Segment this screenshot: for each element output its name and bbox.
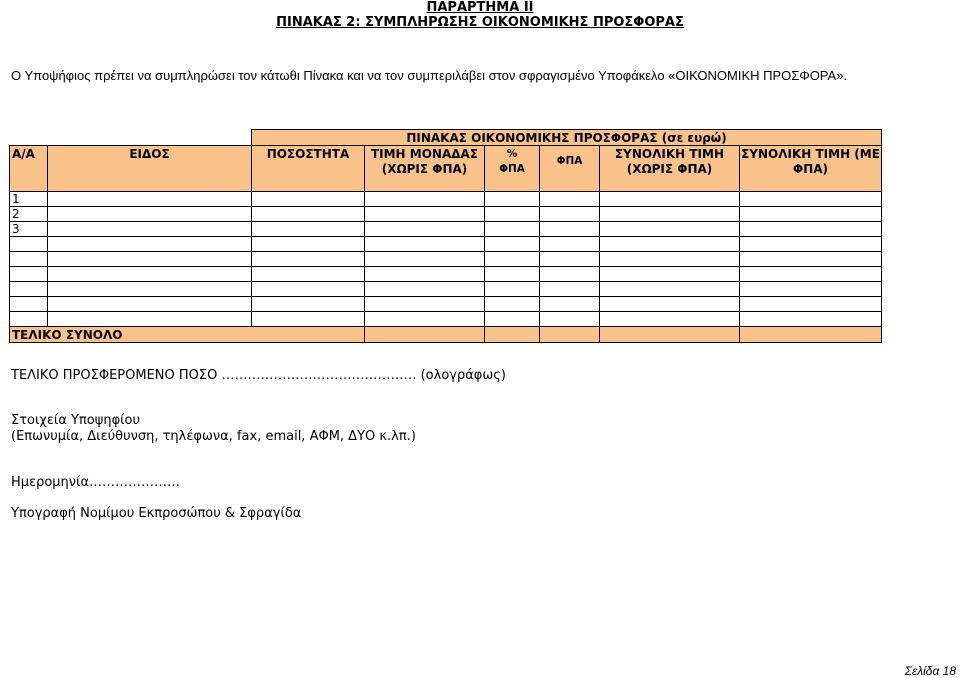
row-number: 1 (10, 192, 48, 207)
col-header-item: ΕΙΔΟΣ (48, 146, 252, 192)
page-number: Σελίδα 18 (904, 664, 956, 678)
table-row (10, 192, 882, 207)
table-row (10, 207, 882, 222)
final-amount-line (11, 368, 506, 383)
offer-table (9, 129, 882, 343)
signature-line: Υπογραφή Νομίμου Εκπροσώπου & Σφραγίδα (11, 506, 302, 521)
col-header-quantity: ΠΟΣΟΣΤΗΤΑ (252, 146, 365, 192)
date-line[interactable]: Ημερομηνία………………… (11, 475, 181, 490)
col-header-vat-percent (485, 146, 540, 192)
candidate-title: Στοιχεία Υποψηφίου (11, 413, 141, 428)
table-row (10, 297, 882, 312)
col-header-vat: ΦΠΑ (540, 146, 600, 192)
final-amount-label: ΤΕΛΙΚΟ ΠΡΟΣΦΕΡΟΜΕΝΟ ΠΟΣΟ (11, 368, 218, 383)
table-row (10, 252, 882, 267)
col-header-unit-price: ΤΙΜΗ ΜΟΝΑΔΑΣ (ΧΩΡΙΣ ΦΠΑ) (365, 146, 485, 192)
table-row (10, 237, 882, 252)
annex-title: ΠΑΡΑΡΤΗΜΑ ΙΙ (426, 0, 534, 15)
row-number: 3 (10, 222, 48, 237)
intro-text: Ο Υποψήφιος πρέπει να συμπληρώσει τον κάτωθι Πίνακα και να τον συμπεριλάβει στον σφραγισμένο Υποφάκελο «ΟΙΚΟΝΟΜΙΚΗ ΠΡΟΣΦΟΡΑ». (11, 68, 848, 83)
col-header-total-with-vat: ΣΥΝΟΛΙΚΗ ΤΙΜΗ (ΜΕ ΦΠΑ) (740, 146, 882, 192)
candidate-details: (Επωνυμία, Διεύθυνση, τηλέφωνα, fax, email, ΑΦΜ, ΔΥΟ κ.λπ.) (11, 429, 416, 444)
vat-percent-symbol: % (506, 148, 518, 160)
table-title: ΠΙΝΑΚΑΣ 2: ΣΥΜΠΛΗΡΩΣΗΣ ΟΙΚΟΝΟΜΙΚΗΣ ΠΡΟΣΦΟΡΑΣ (276, 15, 684, 30)
total-row (10, 327, 882, 343)
final-amount-suffix: (ολογράφως) (420, 368, 506, 383)
offer-table-container (9, 129, 881, 351)
table-row (10, 312, 882, 327)
table-row (10, 267, 882, 282)
col-header-aa: Α/Α (10, 146, 48, 192)
final-amount-dots[interactable]: ……………………………………… (221, 368, 417, 383)
vat-percent-label: ΦΠΑ (499, 163, 525, 175)
table-row (10, 282, 882, 297)
total-label: ΤΕΛΙΚΟ ΣΥΝΟΛΟ (10, 327, 365, 343)
row-number: 2 (10, 207, 48, 222)
col-header-total-no-vat: ΣΥΝΟΛΙΚΗ ΤΙΜΗ (ΧΩΡΙΣ ΦΠΑ) (600, 146, 740, 192)
table-caption: ΠΙΝΑΚΑΣ ΟΙΚΟΝΟΜΙΚΗΣ ΠΡΟΣΦΟΡΑΣ (σε ευρώ) (252, 130, 882, 146)
table-row (10, 222, 882, 237)
